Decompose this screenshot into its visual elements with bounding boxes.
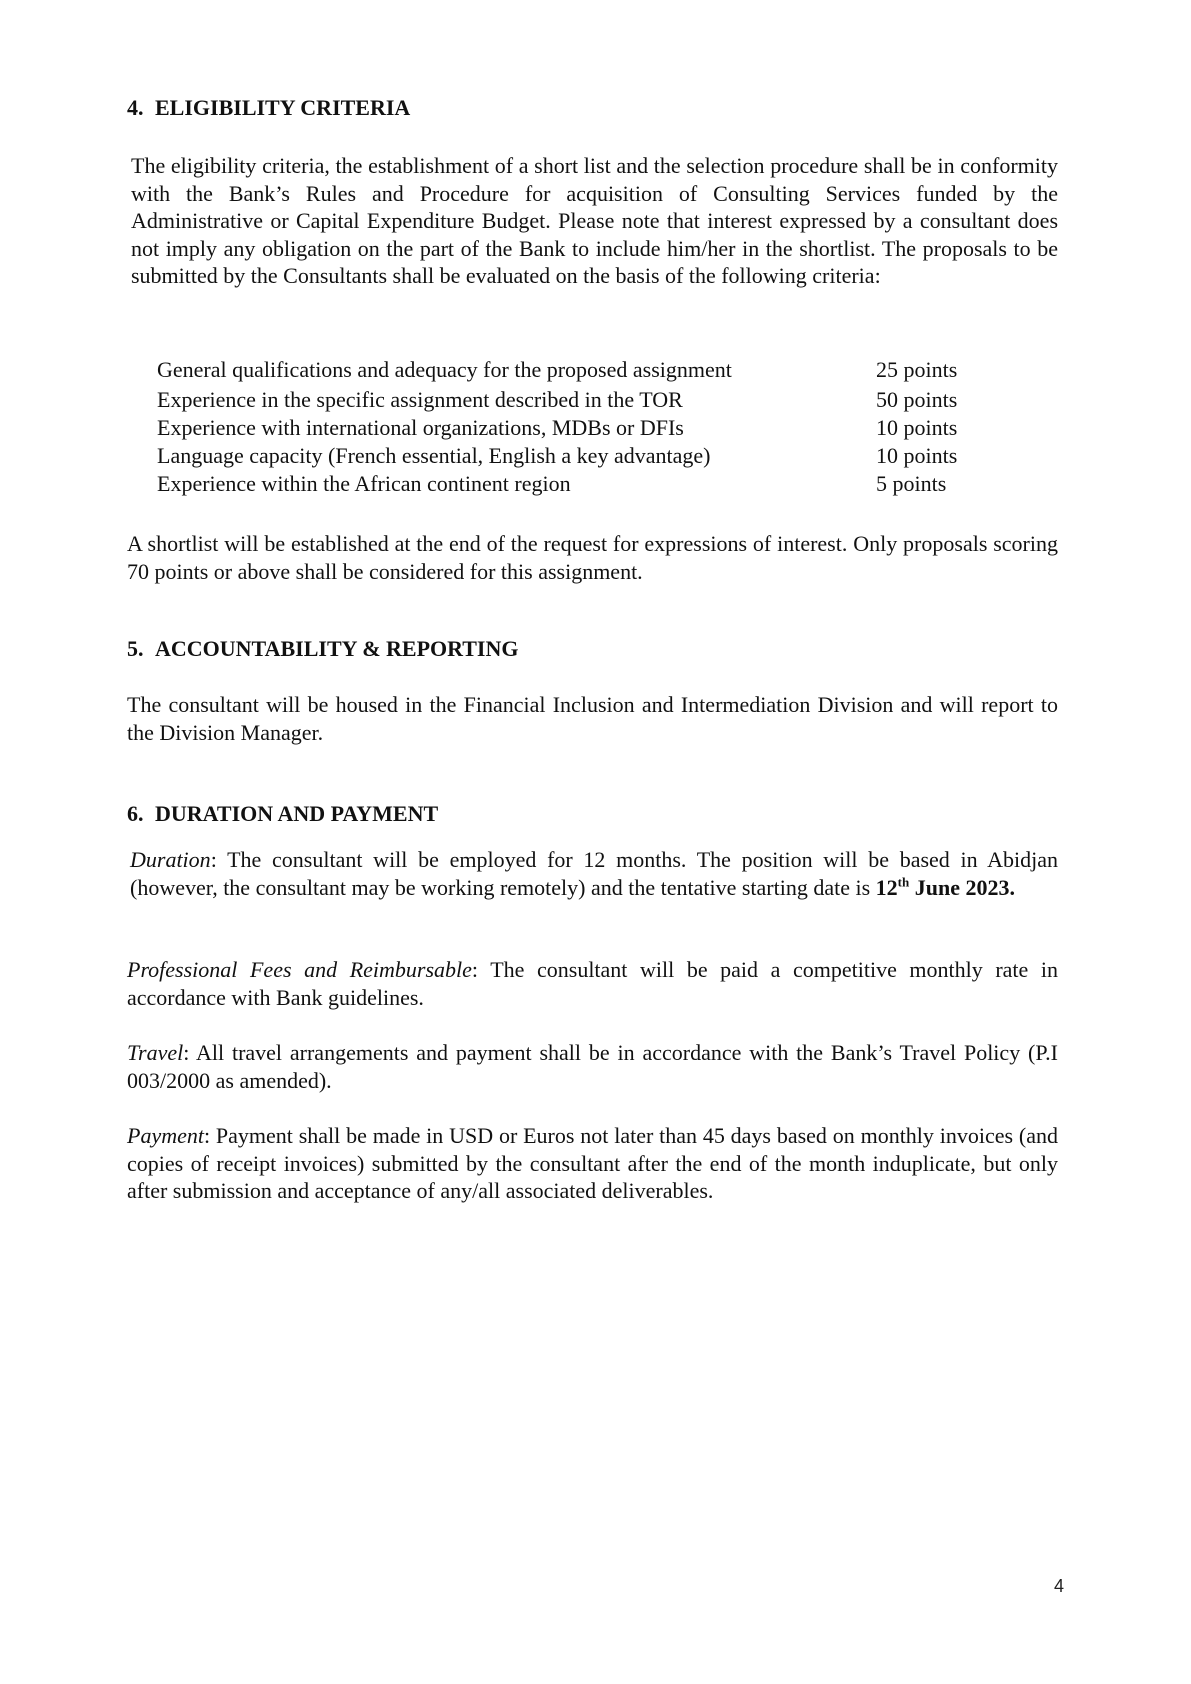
fees-text: : The consultant will be paid a competitive monthly rate in accordance with Bank guidelines. bbox=[127, 957, 1059, 1010]
section-4-number: 4. bbox=[127, 95, 144, 120]
shortlist-paragraph: A shortlist will be established at the end of the request for expressions of interest. Only proposals scoring 70 points or above shall be considered for this assignment. bbox=[127, 531, 1058, 584]
criteria-label: Experience in the specific assignment described in the TOR bbox=[157, 387, 683, 412]
duration-paragraph bbox=[130, 846, 1058, 901]
accountability-paragraph: The consultant will be housed in the Financial Inclusion and Intermediation Division and will report to the Division Manager. bbox=[127, 692, 1058, 745]
section-5-heading bbox=[127, 636, 518, 662]
criteria-row bbox=[157, 442, 977, 470]
duration-text: : The consultant will be employed for 12 months. The position will be based in Abidjan (however, the consultant may be working remotely) and the tentative starting date is bbox=[130, 847, 1058, 900]
start-date-rest: June 2023. bbox=[909, 874, 1015, 900]
criteria-label: Language capacity (French essential, English a key advantage) bbox=[157, 443, 711, 468]
payment-label: Payment bbox=[127, 1123, 204, 1148]
section-5-number: 5. bbox=[127, 636, 144, 661]
section-6-number: 6. bbox=[127, 801, 144, 826]
criteria-points: 5 points bbox=[876, 471, 947, 496]
eligibility-intro-paragraph: The eligibility criteria, the establishment of a short list and the selection procedure shall be in conformity with the Bank’s Rules and Procedure for acquisition of Consulting Services funded by the Administrative or Capital Expenditure Budget. Please note that interest expressed by a consultant does not imply any obligation on the part of the Bank to include him/her in the shortlist. The proposals to be submitted by the Consultants shall be evaluated on the basis of the following criteria: bbox=[131, 153, 1058, 288]
criteria-row bbox=[157, 414, 977, 442]
criteria-row bbox=[157, 386, 977, 414]
criteria-points: 25 points bbox=[876, 357, 958, 382]
travel-text: : All travel arrangements and payment shall be in accordance with the Bank’s Travel Policy (P.I 003/2000 as amended). bbox=[127, 1040, 1058, 1093]
criteria-points: 50 points bbox=[876, 387, 958, 412]
payment-paragraph bbox=[127, 1122, 1058, 1205]
payment-text: : Payment shall be made in USD or Euros not later than 45 days based on monthly invoices (and copies of receipt invoices) submitted by the consultant after the end of the month induplicate, but only after submission and acceptance of any/all associated deliverables. bbox=[127, 1123, 1058, 1203]
start-date-ordinal: th bbox=[897, 874, 910, 890]
section-4-heading bbox=[127, 95, 410, 121]
criteria-label: Experience with international organizations, MDBs or DFIs bbox=[157, 415, 684, 440]
criteria-label: Experience within the African continent region bbox=[157, 471, 571, 496]
section-4-title: ELIGIBILITY CRITERIA bbox=[155, 95, 411, 120]
section-5-title: ACCOUNTABILITY & REPORTING bbox=[155, 636, 519, 661]
travel-label: Travel bbox=[127, 1040, 184, 1065]
section-6-heading bbox=[127, 801, 438, 827]
start-date-day: 12 bbox=[875, 874, 898, 900]
page-number: 4 bbox=[1054, 1576, 1065, 1596]
criteria-list bbox=[157, 356, 977, 498]
duration-label: Duration bbox=[130, 847, 211, 872]
section-6-title: DURATION AND PAYMENT bbox=[155, 801, 439, 826]
criteria-label: General qualifications and adequacy for the proposed assignment bbox=[157, 357, 732, 382]
fees-label: Professional Fees and Reimbursable bbox=[127, 957, 472, 982]
criteria-row bbox=[157, 470, 977, 498]
start-date bbox=[876, 875, 1015, 900]
fees-paragraph bbox=[127, 956, 1058, 1011]
criteria-points: 10 points bbox=[876, 415, 958, 440]
criteria-points: 10 points bbox=[876, 443, 958, 468]
travel-paragraph bbox=[127, 1039, 1058, 1094]
criteria-row bbox=[157, 356, 977, 386]
